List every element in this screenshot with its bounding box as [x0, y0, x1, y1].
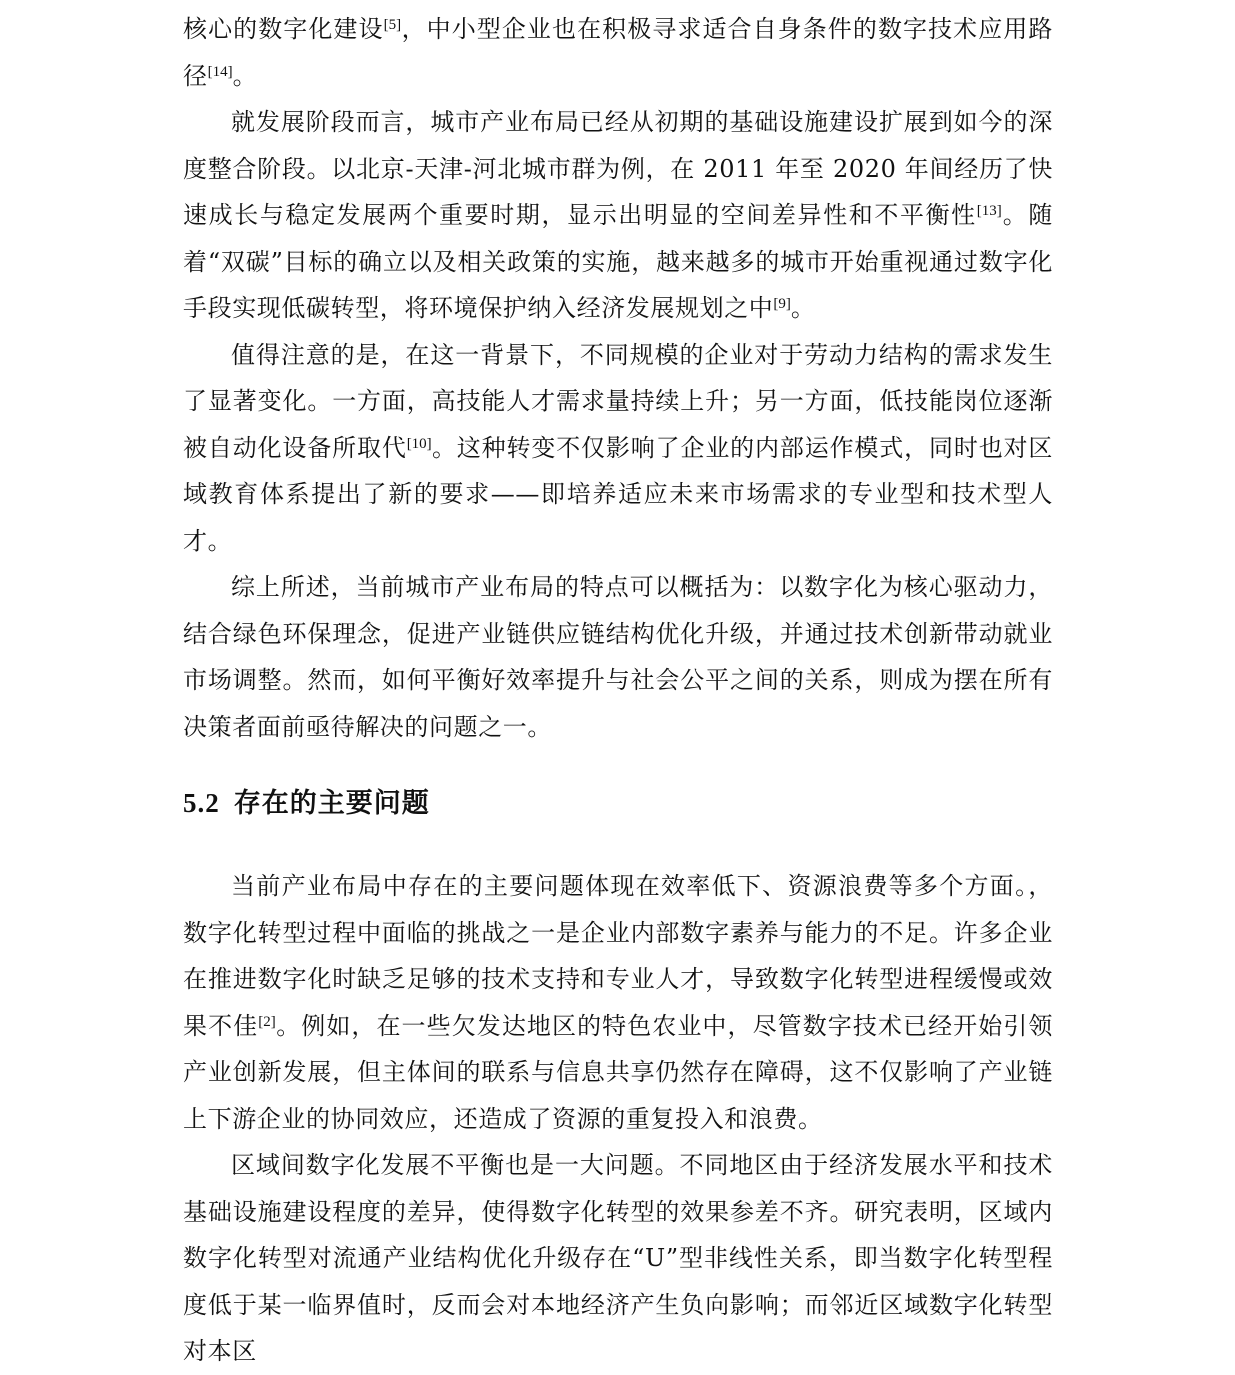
paragraph-text: 。: [790, 294, 816, 322]
paragraph-text: ，中小型企业也在积极寻求适合自身条件的数字技术应用路径: [183, 15, 1053, 90]
section-title: 存在的主要问题: [233, 788, 430, 819]
paragraph-regional-imbalance: [183, 1142, 1053, 1375]
paragraph-text: 。随着“双碳”目标的确立以及相关政策的实施，越来越多的城市开始重视通过数字化手段实现低碳转型，将环境保护纳入经济发展规划之中: [183, 201, 1053, 322]
paragraph-text: 核心的数字化建设: [183, 15, 384, 43]
paragraph-digital-construction: [183, 6, 1053, 99]
citation-ref[interactable]: [14]: [207, 63, 233, 80]
section-heading: [183, 780, 1053, 827]
citation-ref[interactable]: [13]: [976, 202, 1002, 219]
paragraph-text: 值得注意的是，在这一背景下，不同规模的企业对于劳动力结构的需求发生了显著变化。一方面，高技能人才需求量持续上升；另一方面，低技能岗位逐渐被自动化设备所取代: [183, 340, 1053, 462]
paragraph-summary: [183, 564, 1053, 750]
paragraph-text: 。这种转变不仅影响了企业的内部运作模式，同时也对区域教育体系提出了新的要求——即培养适应未来市场需求的专业型和技术型人才。: [183, 433, 1054, 555]
paragraph-labor-structure: [183, 332, 1053, 565]
paragraph-development-stage: [183, 99, 1053, 332]
paragraph-text: 区域间数字化发展不平衡也是一大问题。不同地区由于经济发展水平和技术基础设施建设程度的差异，使得数字化转型的效果参差不齐。研究表明，区域内数字化转型对流通产业结构优化升级存在“U”型非线性关系，即当数字化转型程度低于某一临界值时，反而会对本地经济产生负向影响；而邻近区域数字化转型对本区: [183, 1151, 1053, 1365]
paragraph-text: 就发展阶段而言，城市产业布局已经从初期的基础设施建设扩展到如今的深度整合阶段。以北京-天津-河北城市群为例，在 2011 年至 2020 年间经历了快速成长与稳定发展两个重要时期，显示出明显的空间差异性和不平衡性: [183, 108, 1053, 229]
paragraph-text: 当前产业布局中存在的主要问题体现在效率低下、资源浪费等多个方面。，数字化转型过程中面临的挑战之一是企业内部数字素养与能力的不足。许多企业在推进数字化时缺乏足够的技术支持和专业人才，导致数字化转型进程缓慢或效果不佳: [183, 872, 1053, 1040]
paragraph-text: 。: [232, 61, 258, 90]
section-number: 5.2: [183, 788, 220, 818]
citation-ref[interactable]: [10]: [406, 435, 432, 452]
citation-ref[interactable]: [5]: [383, 16, 402, 33]
citation-ref[interactable]: [2]: [258, 1013, 276, 1030]
citation-ref[interactable]: [9]: [773, 295, 791, 312]
paragraph-text: 综上所述，当前城市产业布局的特点可以概括为：以数字化为核心驱动力，结合绿色环保理念，促进产业链供应链结构优化升级，并通过技术创新带动就业市场调整。然而，如何平衡好效率提升与社会公平之间的关系，则成为摆在所有决策者面前亟待解决的问题之一。: [183, 573, 1053, 741]
paragraph-text: 。例如，在一些欠发达地区的特色农业中，尽管数字技术已经开始引领产业创新发展，但主体间的联系与信息共享仍然存在障碍，这不仅影响了产业链上下游企业的协同效应，还造成了资源的重复投入和浪费。: [183, 1011, 1053, 1133]
document-page: [183, 6, 1053, 1375]
paragraph-main-problems: [183, 863, 1053, 1142]
